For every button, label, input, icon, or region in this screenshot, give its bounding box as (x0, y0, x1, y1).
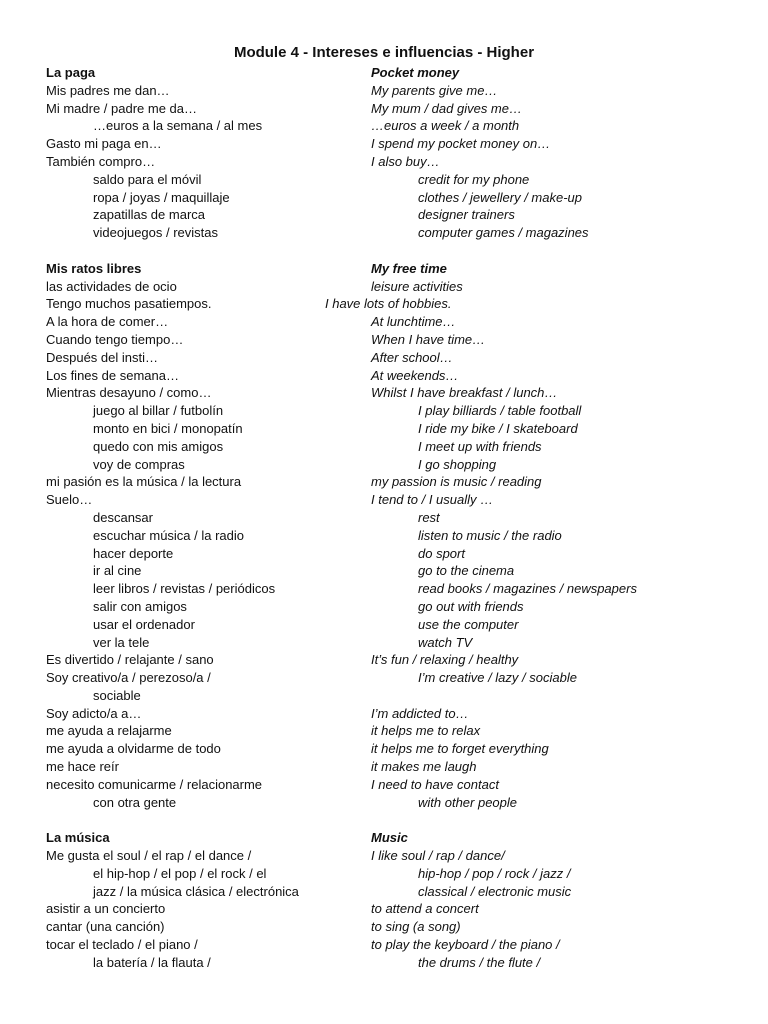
vocab-row (0, 242, 768, 260)
vocab-row (0, 189, 768, 207)
spanish-term: Soy adicto/a a… (46, 705, 142, 721)
vocab-row (0, 918, 768, 936)
spanish-term: voy de compras (93, 456, 185, 472)
english-translation: to attend a concert (371, 901, 479, 917)
vocab-row (0, 722, 768, 740)
spanish-term: la batería / la flauta / (93, 954, 211, 970)
spanish-term: Es divertido / relajante / sano (46, 652, 214, 668)
english-translation: …euros a week / a month (371, 118, 520, 134)
spanish-term: mi pasión es la música / la lectura (46, 474, 242, 490)
spanish-term: Me gusta el soul / el rap / el dance / (46, 848, 252, 864)
spanish-term: necesito comunicarme / relacionarme (46, 776, 263, 792)
english-translation: use the computer (418, 616, 519, 632)
english-translation: leisure activities (371, 278, 463, 294)
spanish-term: A la hora de comer… (46, 314, 169, 330)
vocab-row (0, 900, 768, 918)
vocab-row (0, 402, 768, 420)
spanish-term: videojuegos / revistas (93, 225, 219, 241)
spanish-term: escuchar música / la radio (93, 527, 245, 543)
english-translation: I’m creative / lazy / sociable (418, 670, 577, 686)
vocab-row (0, 117, 768, 135)
english-translation: I spend my pocket money on… (371, 136, 551, 152)
vocab-row (0, 758, 768, 776)
vocab-row (0, 598, 768, 616)
spanish-term: Gasto mi paga en… (46, 136, 162, 152)
section-heading-english: My free time (371, 260, 447, 276)
spanish-term: usar el ordenador (93, 616, 195, 632)
section-heading-spanish: Mis ratos libres (46, 260, 142, 276)
vocab-row (0, 705, 768, 723)
vocab-row (0, 651, 768, 669)
english-translation: hip-hop / pop / rock / jazz / (418, 865, 571, 881)
english-translation: I tend to / I usually … (371, 492, 494, 508)
section-heading-spanish: La paga (46, 65, 96, 80)
vocab-row (0, 616, 768, 634)
vocab-row (0, 634, 768, 652)
english-translation: I play billiards / table football (418, 403, 582, 419)
vocab-row (0, 384, 768, 402)
vocab-row (0, 811, 768, 829)
english-translation: I meet up with friends (418, 438, 542, 454)
spanish-term: ver la tele (93, 634, 150, 650)
english-translation: My parents give me… (371, 82, 498, 98)
spanish-term: salir con amigos (93, 598, 187, 614)
vocab-row (0, 420, 768, 438)
spanish-term: También compro… (46, 153, 156, 169)
section-heading-row (0, 64, 768, 82)
spanish-term: cantar (una canción) (46, 919, 165, 935)
english-translation: I’m addicted to… (371, 705, 469, 721)
spanish-term: saldo para el móvil (93, 171, 202, 187)
spanish-term: me hace reír (46, 759, 119, 775)
spanish-term: quedo con mis amigos (93, 438, 224, 454)
section-heading-spanish: La música (46, 830, 110, 846)
vocab-row (0, 100, 768, 118)
vocab-row (0, 491, 768, 509)
english-translation: to play the keyboard / the piano / (371, 937, 560, 953)
spanish-term: juego al billar / futbolín (93, 403, 224, 419)
english-translation: computer games / magazines (418, 225, 589, 241)
vocab-row (0, 313, 768, 331)
vocabulary-list (0, 64, 768, 972)
spanish-term: Después del insti… (46, 349, 158, 365)
spanish-term: asistir a un concierto (46, 901, 166, 917)
vocab-row (0, 954, 768, 972)
english-translation: do sport (418, 545, 465, 561)
vocab-row (0, 473, 768, 491)
vocab-row (0, 936, 768, 954)
spanish-term: zapatillas de marca (93, 207, 205, 223)
spanish-term: las actividades de ocio (46, 278, 177, 294)
spanish-term: leer libros / revistas / periódicos (93, 581, 276, 597)
vocab-row (0, 509, 768, 527)
spanish-term: Soy creativo/a / perezoso/a / (46, 670, 211, 686)
spanish-term: Cuando tengo tiempo… (46, 331, 184, 347)
spanish-term: ropa / joyas / maquillaje (93, 189, 230, 205)
vocab-row (0, 206, 768, 224)
vocab-row (0, 331, 768, 349)
spanish-term: Suelo… (46, 492, 93, 508)
english-translation: it helps me to relax (371, 723, 481, 739)
vocab-row (0, 865, 768, 883)
english-translation: my passion is music / reading (371, 474, 542, 490)
vocab-row (0, 367, 768, 385)
vocab-row (0, 171, 768, 189)
vocab-row (0, 740, 768, 758)
page-title: Module 4 - Intereses e influencias - Higher (233, 44, 535, 61)
vocab-row (0, 349, 768, 367)
english-translation: It’s fun / relaxing / healthy (371, 652, 519, 668)
spanish-term: ir al cine (93, 563, 142, 579)
english-translation: I go shopping (418, 456, 497, 472)
vocab-row (0, 580, 768, 598)
vocab-row (0, 456, 768, 474)
english-translation: to sing (a song) (371, 919, 461, 935)
spanish-term: Los fines de semana… (46, 367, 179, 383)
english-translation: When I have time… (371, 331, 486, 347)
vocab-row (0, 527, 768, 545)
english-translation: rest (418, 509, 440, 525)
section-heading-row (0, 829, 768, 847)
english-translation: Whilst I have breakfast / lunch… (371, 385, 558, 401)
spanish-term: Mientras desayuno / como… (46, 385, 212, 401)
vocab-row (0, 687, 768, 705)
spanish-term: monto en bici / monopatín (93, 420, 243, 436)
section-heading-row (0, 260, 768, 278)
vocab-row (0, 562, 768, 580)
english-translation: it makes me laugh (371, 759, 477, 775)
spanish-term: el hip-hop / el pop / el rock / el (93, 865, 267, 881)
english-translation: At lunchtime… (371, 314, 456, 330)
english-translation: go to the cinema (418, 563, 515, 579)
spanish-term: …euros a la semana / al mes (93, 118, 263, 134)
english-translation: classical / electronic music (418, 883, 572, 899)
english-translation: At weekends… (371, 367, 459, 383)
english-translation: I need to have contact (371, 776, 499, 792)
vocab-row (0, 278, 768, 296)
vocab-row (0, 847, 768, 865)
vocab-row (0, 82, 768, 100)
english-translation: I have lots of hobbies. (325, 296, 452, 312)
spanish-term: tocar el teclado / el piano / (46, 937, 198, 953)
section-heading-english: Pocket money (371, 65, 460, 80)
vocab-row (0, 883, 768, 901)
english-translation: read books / magazines / newspapers (418, 581, 637, 597)
spanish-term: descansar (93, 509, 153, 525)
spanish-term: Tengo muchos pasatiempos. (46, 296, 212, 312)
spanish-term: sociable (93, 687, 141, 703)
spanish-term: con otra gente (93, 794, 177, 810)
spanish-term: hacer deporte (93, 545, 174, 561)
spanish-term: me ayuda a olvidarme de todo (46, 741, 221, 757)
english-translation: listen to music / the radio (418, 527, 562, 543)
vocab-row (0, 438, 768, 456)
spanish-term: Mis padres me dan… (46, 82, 170, 98)
english-translation: go out with friends (418, 598, 524, 614)
vocab-row (0, 153, 768, 171)
vocab-row (0, 224, 768, 242)
vocab-row (0, 776, 768, 794)
english-translation: it helps me to forget everything (371, 741, 549, 757)
vocab-row (0, 295, 768, 313)
english-translation: credit for my phone (418, 171, 530, 187)
vocab-row (0, 794, 768, 812)
english-translation: I like soul / rap / dance/ (371, 848, 505, 864)
spanish-term: me ayuda a relajarme (46, 723, 172, 739)
english-translation: My mum / dad gives me… (371, 100, 522, 116)
english-translation: designer trainers (418, 207, 515, 223)
spanish-term: jazz / la música clásica / electrónica (93, 883, 299, 899)
english-translation: the drums / the flute / (418, 954, 541, 970)
english-translation: watch TV (418, 634, 473, 650)
vocab-row (0, 669, 768, 687)
section-heading-english: Music (371, 830, 408, 846)
english-translation: After school… (371, 349, 453, 365)
english-translation: with other people (418, 794, 518, 810)
vocab-row (0, 135, 768, 153)
spanish-term: Mi madre / padre me da… (46, 100, 198, 116)
english-translation: I ride my bike / I skateboard (418, 420, 578, 436)
english-translation: clothes / jewellery / make-up (418, 189, 583, 205)
english-translation: I also buy… (371, 153, 440, 169)
vocab-row (0, 545, 768, 563)
